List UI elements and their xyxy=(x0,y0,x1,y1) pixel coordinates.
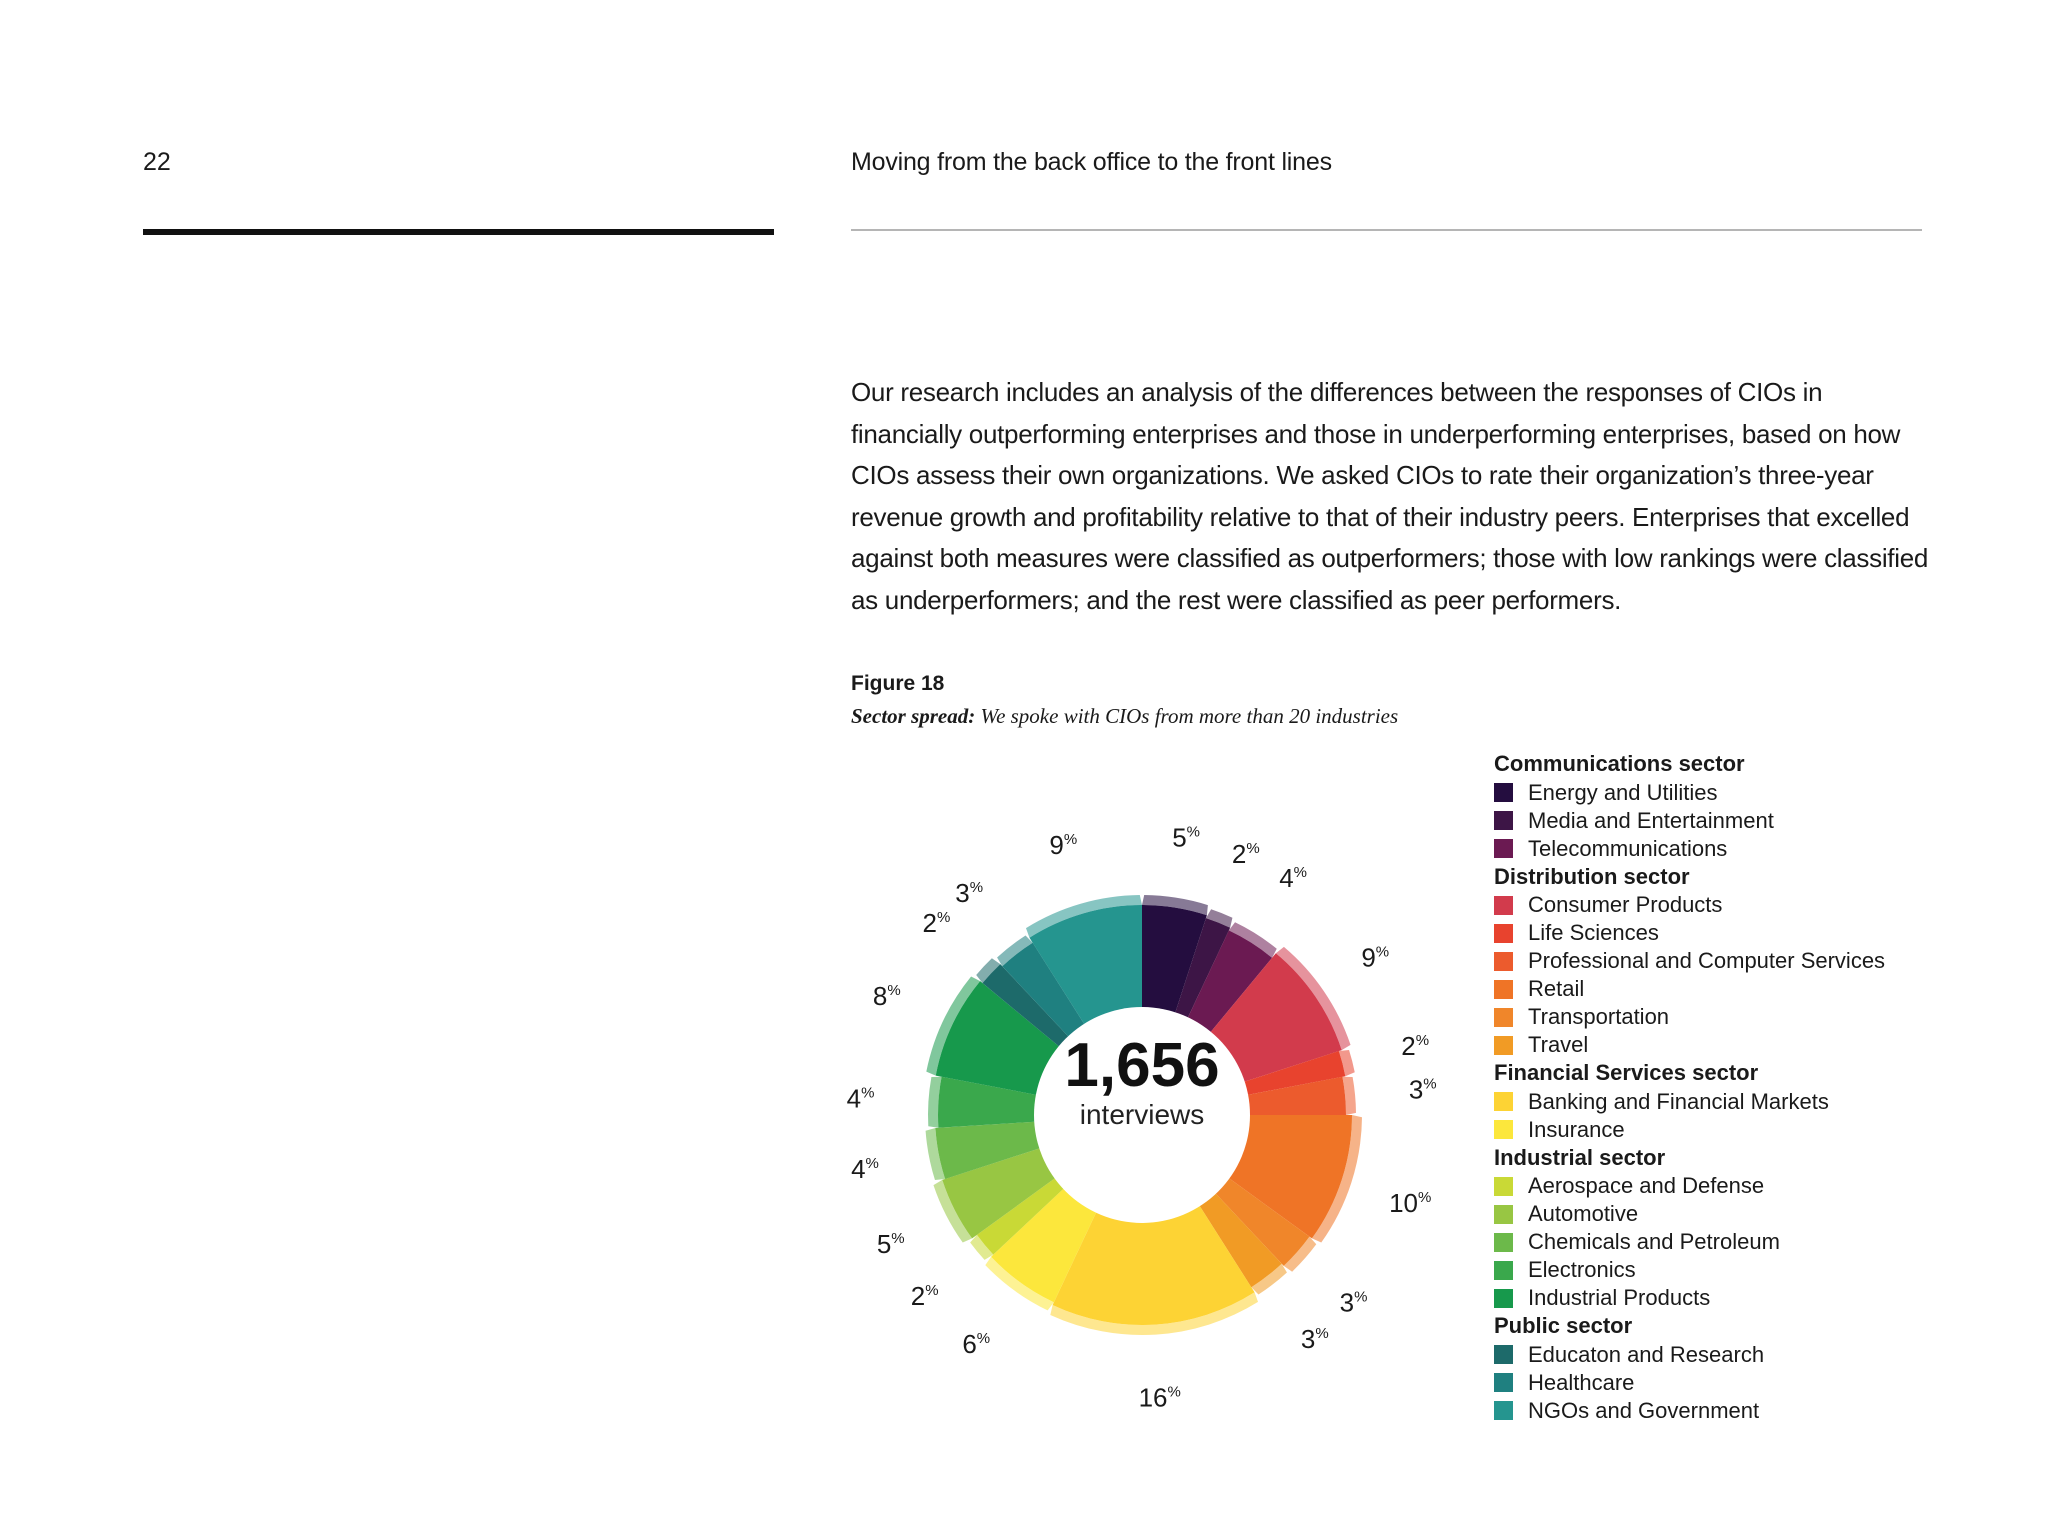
legend-item-educaton-and-research xyxy=(1494,1341,2014,1369)
legend-label: Professional and Computer Services xyxy=(1528,948,1886,973)
legend-label: Travel xyxy=(1528,1032,1589,1057)
legend-label: Aerospace and Defense xyxy=(1528,1173,1765,1198)
legend-item-insurance xyxy=(1494,1116,2014,1144)
legend-item-banking-and-financial-markets xyxy=(1494,1088,2014,1116)
slice-label-ngos-and-government: 9% xyxy=(1049,830,1078,861)
slice-label-life-sciences: 2% xyxy=(1401,1030,1430,1061)
legend-swatch xyxy=(1494,1177,1513,1196)
legend-swatch xyxy=(1494,1205,1513,1224)
legend-swatch xyxy=(1494,1120,1513,1139)
legend-label: Media and Entertainment xyxy=(1528,807,1774,833)
chart-legend xyxy=(1494,750,2014,1425)
legend-swatch xyxy=(1494,839,1513,858)
legend-item-life-sciences xyxy=(1494,919,2014,947)
slice-label-media-and-entertainment: 2% xyxy=(1231,838,1260,869)
legend-label: Electronics xyxy=(1528,1257,1636,1282)
legend-swatch xyxy=(1494,952,1513,971)
legend-label: Chemicals and Petroleum xyxy=(1528,1229,1780,1254)
legend-item-aerospace-and-defense xyxy=(1494,1172,2014,1200)
legend-swatch xyxy=(1494,1008,1513,1027)
center-value: 1,656 xyxy=(1064,1031,1220,1100)
legend-label: Automotive xyxy=(1528,1201,1639,1226)
legend-swatch xyxy=(1494,1233,1513,1252)
figure-label: Figure 18 xyxy=(851,672,945,695)
legend-swatch xyxy=(1494,980,1513,999)
legend-label: Life Sciences xyxy=(1528,920,1659,945)
slice-label-healthcare: 3% xyxy=(955,878,984,909)
legend-item-automotive xyxy=(1494,1200,2014,1228)
slice-label-chemicals-and-petroleum: 4% xyxy=(851,1153,879,1184)
legend-item-energy-and-utilities xyxy=(1494,779,2014,807)
legend-item-professional-and-computer-services xyxy=(1494,947,2014,975)
legend-item-consumer-products xyxy=(1494,891,2014,919)
legend-label: Industrial Products xyxy=(1528,1285,1711,1310)
legend-item-ngos-and-government xyxy=(1494,1397,2014,1425)
legend-label: Energy and Utilities xyxy=(1528,779,1718,805)
figure-caption-text: We spoke with CIOs from more than 20 industries xyxy=(975,704,1399,728)
legend-item-healthcare xyxy=(1494,1369,2014,1397)
legend-item-telecommunications xyxy=(1494,835,2014,863)
legend-swatch xyxy=(1494,783,1513,802)
legend-swatch xyxy=(1494,896,1513,915)
legend-label: Banking and Financial Markets xyxy=(1528,1088,1829,1114)
slice-label-telecommunications: 4% xyxy=(1279,862,1308,893)
legend-item-media-and-entertainment xyxy=(1494,807,2014,835)
legend-swatch xyxy=(1494,811,1513,830)
slice-label-retail: 10% xyxy=(1389,1188,1432,1219)
legend-group-public-sector: Public sector xyxy=(1494,1313,1633,1338)
slice-label-transportation: 3% xyxy=(1339,1287,1368,1318)
legend-label: Educaton and Research xyxy=(1528,1341,1765,1367)
legend-swatch xyxy=(1494,1373,1513,1392)
slice-label-automotive: 5% xyxy=(876,1229,905,1260)
legend-item-travel xyxy=(1494,1031,2014,1059)
page-number: 22 xyxy=(143,148,171,176)
legend-group-communications-sector: Communications sector xyxy=(1494,751,1745,776)
slice-label-electronics: 4% xyxy=(846,1083,875,1114)
legend-label: Telecommunications xyxy=(1528,835,1728,861)
legend-swatch xyxy=(1494,1401,1513,1420)
slice-label-banking-and-financial-markets: 16% xyxy=(1138,1382,1181,1413)
slice-label-educaton-and-research: 2% xyxy=(922,907,951,938)
legend-swatch xyxy=(1494,1092,1513,1111)
legend-item-chemicals-and-petroleum xyxy=(1494,1228,2014,1256)
legend-label: Insurance xyxy=(1528,1116,1625,1142)
legend-item-electronics xyxy=(1494,1256,2014,1284)
slice-label-professional-and-computer-services: 3% xyxy=(1408,1074,1437,1105)
slice-label-travel: 3% xyxy=(1300,1323,1329,1354)
legend-group-financial-services-sector: Financial Services sector xyxy=(1494,1060,1759,1085)
slice-label-insurance: 6% xyxy=(962,1329,991,1360)
legend-group-distribution-sector: Distribution sector xyxy=(1494,863,1690,889)
legend-swatch xyxy=(1494,1289,1513,1308)
legend-swatch xyxy=(1494,1261,1513,1280)
legend-item-industrial-products xyxy=(1494,1284,2014,1312)
legend-swatch xyxy=(1494,1345,1513,1364)
legend-label: Consumer Products xyxy=(1528,892,1723,917)
legend-group-industrial-sector: Industrial sector xyxy=(1494,1144,1666,1170)
slice-label-consumer-products: 9% xyxy=(1361,942,1390,973)
slice-label-energy-and-utilities: 5% xyxy=(1172,822,1201,853)
legend-label: Transportation xyxy=(1528,1004,1670,1029)
figure-caption-bold: Sector spread: xyxy=(851,704,976,728)
slice-label-industrial-products: 8% xyxy=(872,980,901,1011)
legend-swatch xyxy=(1494,1036,1513,1055)
legend-label: Retail xyxy=(1528,976,1585,1001)
center-label: interviews xyxy=(1079,1099,1205,1130)
slice-label-aerospace-and-defense: 2% xyxy=(910,1280,939,1311)
legend-label: NGOs and Government xyxy=(1528,1397,1760,1423)
legend-swatch xyxy=(1494,924,1513,943)
legend-item-transportation xyxy=(1494,1003,2014,1031)
intro-paragraph: Our research includes an analysis of the differences between the responses of CIOs in financially outperforming enterprises and those in underperforming enterprises, based on how CIOs assess their own organizations. We asked CIOs to rate their organization’s three-year revenue growth and profitability relative to that of their industry peers. Enterprises that excelled against both measures were classified as outperformers; those with low rankings were classified as underperformers; and the rest were classified as peer performers. xyxy=(851,377,1929,615)
running-title: Moving from the back office to the front lines xyxy=(851,148,1332,176)
legend-label: Healthcare xyxy=(1528,1369,1635,1395)
legend-item-retail xyxy=(1494,975,2014,1003)
